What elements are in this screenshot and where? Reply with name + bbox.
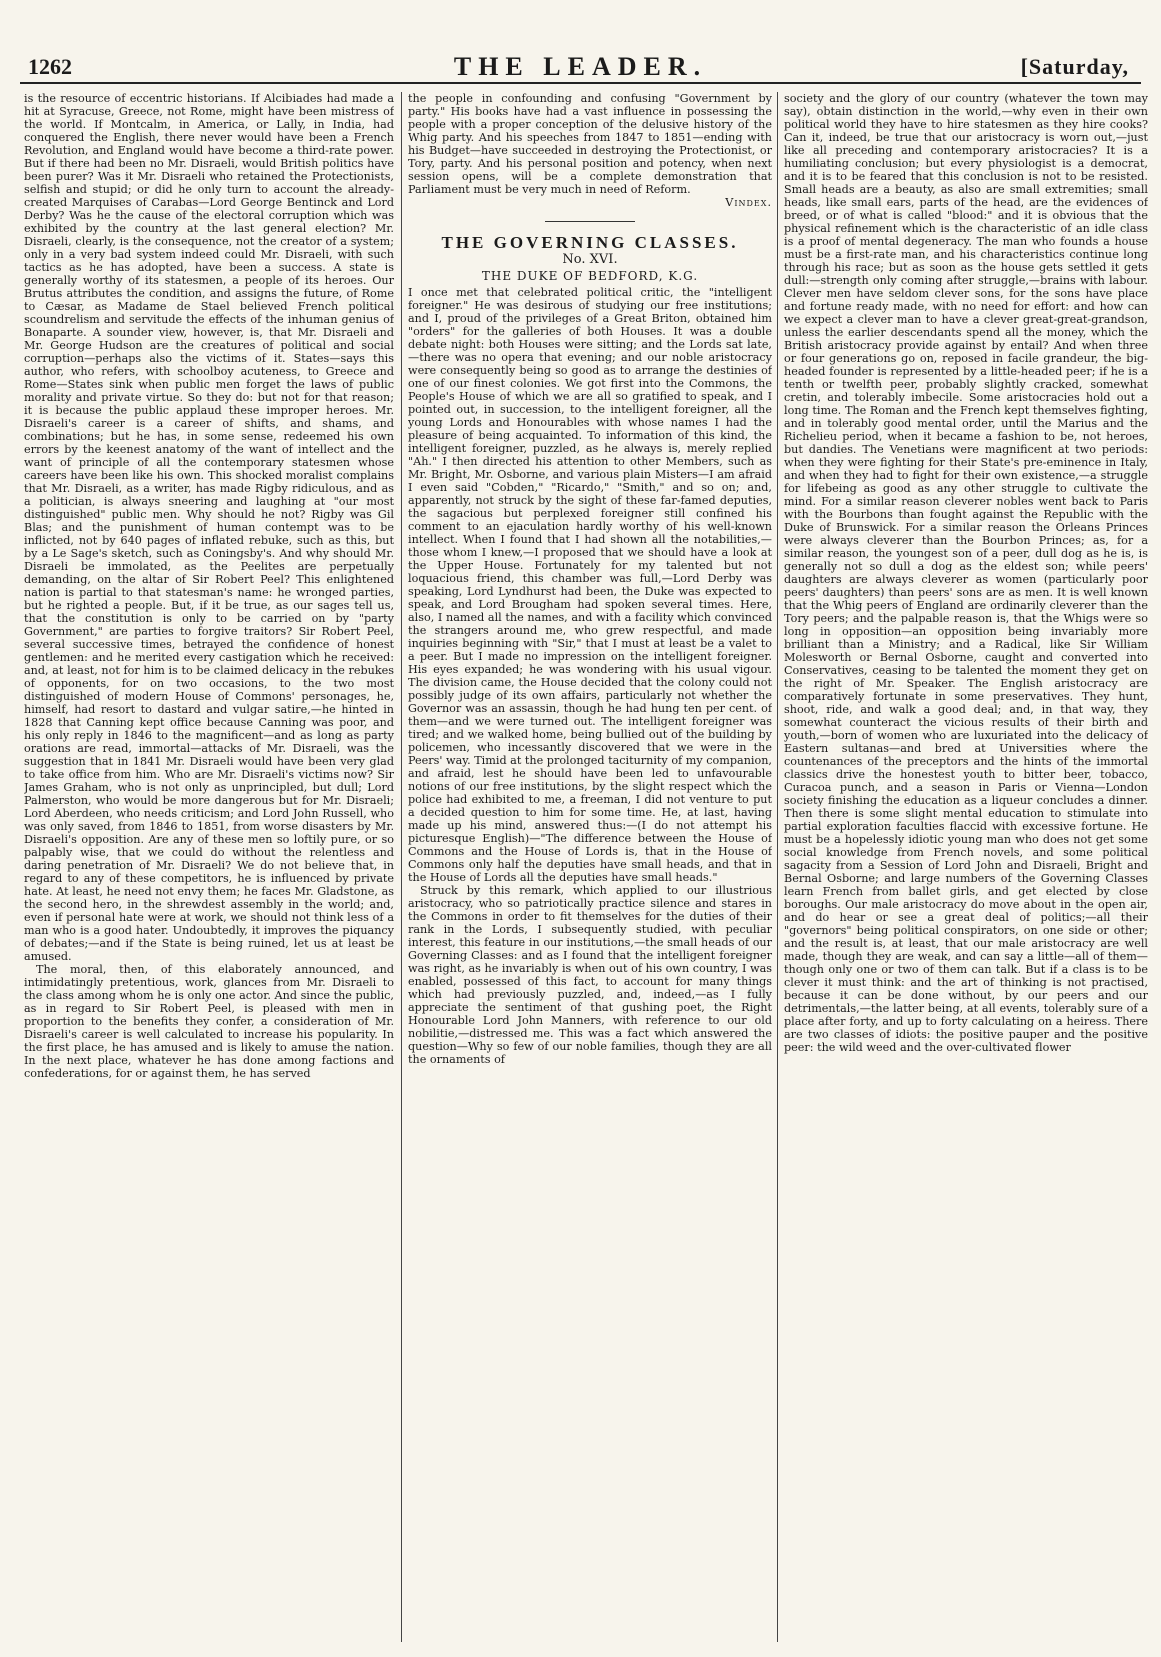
- issue-day: [Saturday,: [1020, 54, 1129, 79]
- article-paragraph: is the resource of eccentric historians. If Alcibiades had made a hit at Syracuse, Greece, not Rome, might have been mistress of the world. If Montcalm, in America, or Lally, in India, had conquered the English, there never would have been a French Revolution, and England would have become a third-rate power. But if there had been no Mr. Disraeli, would British politics have been purer? Was it Mr. Disraeli who retained the Protectionists, selfish and stupid; or did he only turn to account the already-created Marquises of Carabas—Lord George Bentinck and Lord Derby? Was he the cause of the electoral corruption which was exhibited by the country at the last general election? Mr. Disraeli, clearly, is the consequence, not the creator of a system; only in a very bad system indeed could Mr. Disraeli, with such tactics as he has adopted, have been a success. A state is generally worthy of its statesmen, a people of its heroes. Our Brutus attributes the condition, and assigns the future, of Rome to Cæsar, as Madame de Stael believed French political scoundrelism and servitude the effects of the inhuman genius of Bonaparte. A sounder view, however, is, that Mr. Disraeli and Mr. George Hudson are the creatures of political and social corruption—perhaps also the victims of it. States—says this author, who refers, with schoolboy acuteness, to Greece and Rome—States sink when public men forget the laws of public morality and private virtue. So they do: but not for that reason; it is because the public applaud these improper heroes. Mr. Disraeli's career is a career of shifts, and shams, and combinations; but he has, in some sense, redeemed his own errors by the keenest anatomy of the want of intellect and the want of principle of all the contemporary statesmen whose careers have been like his own. This shocked moralist complains that Mr. Disraeli, as a writer, has made Rigby ridiculous, and as a politician, is always sneering and laughing at "our most distinguished" public men. Why should he not? Rigby was Gil Blas; and the punishment of human contempt was to be inflicted, not by 640 pages of inflated rebuke, such as this, but by a Le Sage's sketch, such as Coningsby's. And why should Mr. Disraeli be immolated, as the Peelites are perpetually demanding, on the altar of Sir Robert Peel? This enlightened nation is partial to that statesman's name: he wronged parties, but he righted a people. But, if it be true, as our sages tell us, that the constitution is only to be carried on by "party Government," are parties to forgive traitors? Sir Robert Peel, several successive times, betrayed the confidence of honest gentlemen: and he merited every castigation which he received: and, at least, not for him is to be claimed delicacy in the rebukes of opponents, for on two occasions, to the two most distinguished of modern House of Commons' personages, he, himself, had resort to dastard and vulgar satire,—he hinted in 1828 that Canning kept office because Canning was poor, and his only reply in 1846 to the magnificent—and as long as party orations are read, immortal—attacks of Mr. Disraeli, was the suggestion that in 1841 Mr. Disraeli would have been very glad to take office from him. Who are Mr. Disraeli's victims now? Sir James Graham, who is not only as unprincipled, but dull; Lord Palmerston, who would be more dangerous but for Mr. Disraeli; Lord Aberdeen, who needs criticism; and Lord John Russell, who was only saved, from 1846 to 1851, from worse disasters by Mr. Disraeli's opposition. Are any of these men so loftily pure, or so palpably wise, that we could do without the relentless and daring penetration of Mr. Disraeli? We do not believe that, in regard to any of these competitors, he is influenced by private hate. At least, he need not envy them; he faces Mr. Gladstone, as the second hero, in the shrewdest assembly in the world; and, even if personal hate were at work, we should not think less of a man who is a good hater. Undoubtedly, it improves the piquancy of debates;—and if the State is being ruined, let us at least be amused.: [24, 92, 394, 963]
- column-3: [784, 92, 1148, 1644]
- section-subtitle: THE DUKE OF BEDFORD, K.G.: [481, 269, 699, 283]
- page-number: 1262: [28, 54, 72, 79]
- column-rule: [401, 92, 402, 1642]
- article-paragraph: Struck by this remark, which applied to our illustrious aristocracy, who so patriotically practice silence and stares in the Commons in order to fit themselves for the duties of their rank in the Lords, I subsequently studied, with peculiar interest, this feature in our institutions,—the small heads of our Governing Classes: and as I found that the intelligent foreigner was right, as he invariably is when out of his own country, I was enabled, possessed of this fact, to account for many things which had previously puzzled, and, indeed,—as I fully appreciate the sentiment of that gushing poet, the Right Honourable Lord John Manners, with reference to our old nobilitie,—distressed me. This was a fact which answered the question—Why so few of our noble families, though they are all the ornaments of: [408, 884, 772, 1066]
- section-divider: [545, 221, 635, 222]
- column-rule: [777, 92, 778, 1642]
- masthead: [20, 52, 1141, 84]
- column-1: [24, 92, 394, 1644]
- article-paragraph: the people in confounding and confusing "Government by party." His books have had a vast influence in possessing the people with a proper conception of the delusive history of the Whig party. And his speeches from 1847 to 1851—ending with his Budget—have succeeded in destroying the Protectionist, or Tory, party. And his personal position and potency, when next session opens, will be a complete demonstration that Parliament must be very much in need of Reform.: [408, 92, 772, 196]
- section-title: THE GOVERNING CLASSES.: [441, 233, 739, 252]
- newspaper-title: THE LEADER.: [453, 52, 708, 81]
- article-paragraph: I once met that celebrated political critic, the "intelligent foreigner." He was desirous of studying our free institutions; and I, proud of the privileges of a Great Briton, obtained him "orders" for the galleries of both Houses. It was a double debate night: both Houses were sitting; and the Lords sat late,—there was no opera that evening; and our noble aristocracy were consequently being so good as to arrange the destinies of one of our finest colonies. We got first into the Commons, the People's House of which we are all so gratified to speak, and I pointed out, in succession, to the intelligent foreigner, all the young Lords and Honourables with whose names I had the pleasure of being acquainted. To information of this kind, the intelligent foreigner, puzzled, as he always is, merely replied "Ah." I then directed his attention to other Members, such as Mr. Bright, Mr. Osborne, and various plain Misters—I am afraid I even said "Cobden," "Ricardo," "Smith," and so on; and, apparently, not struck by the sight of these far-famed deputies, the sagacious but perplexed foreigner still confined his comment to an ejaculation hardly worthy of his well-known intellect. When I found that I had shown all the notabilities,—those whom I knew,—I proposed that we should have a look at the Upper House. Fortunately for my talented but not loquacious friend, this chamber was full,—Lord Derby was speaking, Lord Lyndhurst had been, the Duke was expected to speak, and Lord Brougham had spoken several times. Here, also, I named all the names, and with a facility which convinced the strangers around me, who grew respectful, and made inquiries beginning with "Sir," that I must at least be a valet to a peer. But I made no impression on the intelligent foreigner. His eyes expanded; he was wondering with his usual vigour. The division came, the House decided that the colony could not possibly judge of its own affairs, particularly not whether the Governor was an assassin, though he had hung ten per cent. of them—and we were turned out. The intelligent foreigner was tired; and we walked home, being bullied out of the building by policemen, who incessantly discovered that we were in the Peers' way. Timid at the prolonged taciturnity of my companion, and afraid, lest he should have been led to unfavourable notions of our free institutions, by the slight respect which the police had exhibited to me, a freeman, I did not venture to put a decided question to him for some time. He, at last, having made up his mind, answered thus:—(I do not attempt his picturesque English)—"The difference between the House of Commons and the House of Lords is, that in the House of Commons only half the deputies have small heads, and that in the House of Lords all the deputies have small heads.": [408, 286, 772, 884]
- column-2: [408, 92, 772, 1644]
- article-paragraph: society and the glory of our country (whatever the town may say), obtain distinction in the world,—why even in their own political world they have to hire statesmen as they hire cooks? Can it, indeed, be true that our aristocracy is worn out,—just like all preceding and contemporary aristocracies? It is a humiliating conclusion; but every physiologist is a democrat, and it is to be feared that this conclusion is not to be resisted. Small heads are a beauty, as also are small extremities; small heads, like small ears, parts of the head, are the evidences of breed, or of what is called "blood:" and it is obvious that the physical refinement which is the characteristic of an idle class is a proof of mental degeneracy. The man who founds a house must be a first-rate man, and his characteristics continue long through his race; but as soon as the house gets settled it gets dull:—strength only coming after struggle,—brains with labour. Clever men have seldom clever sons, for the sons have place and fortune ready made, with no need for effort: and how can we expect a clever man to have a clever great-great-grandson, unless the earlier descendants spend all the money, which the British aristocracy provide against by entail? And when three or four generations go on, reposed in facile grandeur, the big-headed founder is represented by a little-headed peer; if he is a tenth or twelfth peer, probably slightly cracked, somewhat cretin, and tolerably imbecile. Some aristocracies hold out a long time. The Roman and the French kept themselves fighting, and in tolerably good mental order, until the Marius and the Richelieu period, when it became a fashion to be, not heroes, but dandies. The Venetians were magnificent at two periods: when they were fighting for their State's pre-eminence in Italy, and when they had to fight for their own existence,—a struggle for lifebeing as good as any other struggle to cultivate the mind. For a similar reason cleverer nobles went back to Paris with the Bourbons than fought against the Republic with the Duke of Brunswick. For a similar reason the Orleans Princes were always cleverer than the Bourbon Princes; as, for a similar reason, the youngest son of a peer, dull dog as he is, is generally not so dull a dog as the eldest son; while peers' daughters are always cleverer as women (particularly poor peers' daughters) than peers' sons are as men. It is well known that the Whig peers of England are ordinarily cleverer than the Tory peers; and the palpable reason is, that the Whigs were so long in opposition—an opposition being invariably more brilliant than a Ministry; and a Radical, like Sir William Molesworth or Bernal Osborne, caught and converted into Conservatives, ceasing to be talented the moment they get on the right of Mr. Speaker. The English aristocracy are comparatively fortunate in some preservatives. They hunt, shoot, ride, and walk a good deal; and, in that way, they somewhat counteract the vicious results of their birth and youth,—born of women who are luxuriated into the delicacy of Eastern sultanas—and bred at Universities where the countenances of the preceptors and the hints of the immortal classics drive the honestest youth to bitter beer, tobacco, Curacoa punch, and a season in Paris or Vienna—London society finishing the education as a liqueur concludes a dinner. Then there is some slight mental education to stimulate into partial exploration faculties flaccid with excessive fortune. He must be a hopelessly idiotic young man who does not get some social knowledge from French novels, and some political sagacity from a Session of Lord John and Disraeli, Bright and Bernal Osborne; and large numbers of the Governing Classes learn French from ballet girls, and get elected by close boroughs. Our male aristocracy do move about in the open air, and do hear or see a great deal of politics;—all their "governors" being political conspirators, on one side or other; and the result is, at least, that our male aristocracy are well made, though they are weak, and can say a little—all of them—though only one or two of them can talk. But if a class is to be clever it must think: and the art of thinking is not practised, because it can be done without, by our peers and our detrimentals,—the latter being, at all events, tolerably sure of a place after forty, and up to forty calculating on a heiress. There are two classes of idiots: the positive pauper and the positive peer: the wild weed and the over-cultivated flower: [784, 92, 1148, 1054]
- section-number: No. XVI.: [562, 252, 618, 267]
- article-paragraph: The moral, then, of this elaborately announced, and intimidatingly pretentious, work, glances from Mr. Disraeli to the class among whom he is only one actor. And since the public, as in regard to Sir Robert Peel, is pleased with men in proportion to the benefits they confer, a consideration of Mr. Disraeli's career is well calculated to increase his popularity. In the first place, he has amused and is likely to amuse the nation. In the next place, whatever he has done among factions and confederations, for or against them, he has served: [24, 963, 394, 1080]
- author-signature: Vindex.: [725, 196, 772, 209]
